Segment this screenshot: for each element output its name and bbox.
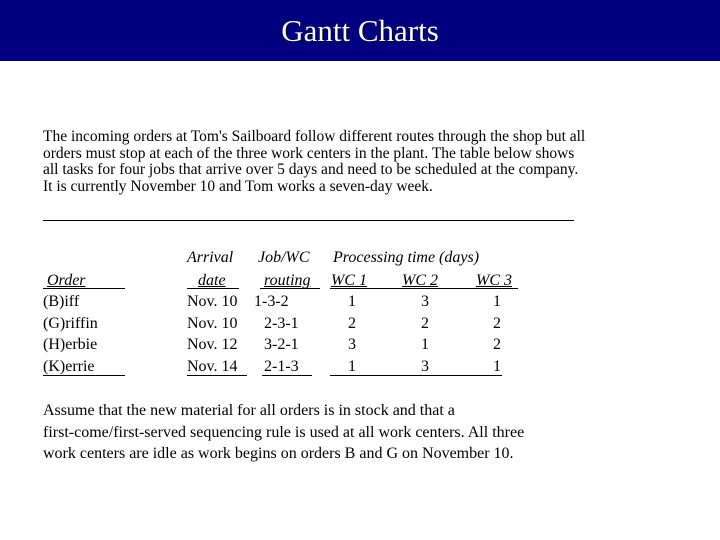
closing-line: Assume that the new material for all orders is in stock and that a [43, 402, 455, 419]
table-bottom-line [187, 375, 247, 376]
header-date: date [198, 272, 226, 289]
separator-rule [43, 220, 574, 221]
row-wc3: 2 [493, 336, 501, 353]
header-underline [330, 288, 518, 289]
row-wc1: 2 [348, 315, 356, 332]
row-wc3: 2 [493, 315, 501, 332]
header-underline [260, 288, 320, 289]
row-wc3: 1 [493, 293, 501, 310]
row-wc2: 1 [421, 336, 429, 353]
row-routing: 2-3-1 [264, 315, 299, 332]
closing-paragraph [43, 400, 663, 465]
row-wc2: 3 [421, 358, 429, 375]
intro-paragraph [43, 129, 683, 195]
closing-line: first-come/first-served sequencing rule is used at all work centers. All three [43, 423, 525, 441]
table-bottom-line [330, 375, 502, 376]
intro-line: all tasks for four jobs that arrive over 5 days and need to be scheduled at the company. [43, 161, 579, 179]
row-order: (G)riffin [43, 315, 98, 332]
header-wc2: WC 2 [402, 272, 438, 289]
row-wc2: 3 [421, 293, 429, 310]
header-routing: routing [264, 272, 311, 289]
row-arrival-date: Nov. 14 [187, 358, 238, 375]
header-wc3: WC 3 [476, 272, 512, 289]
row-arrival-date: Nov. 10 [187, 293, 238, 310]
header-underline [187, 288, 239, 289]
row-routing: 2-1-3 [264, 358, 299, 375]
row-routing: 3-2-1 [264, 336, 299, 353]
row-wc1: 3 [348, 336, 356, 353]
row-order: (K)errie [43, 358, 95, 375]
table-bottom-line [262, 375, 312, 376]
row-routing: 1-3-2 [254, 293, 289, 310]
table-bottom-line [43, 375, 125, 376]
row-order: (B)iff [43, 293, 80, 310]
header-underline [43, 288, 125, 289]
header-order: Order [47, 272, 86, 289]
row-wc1: 1 [348, 358, 356, 375]
row-wc1: 1 [348, 293, 356, 310]
row-arrival-date: Nov. 12 [187, 336, 238, 353]
row-order: (H)erbie [43, 336, 98, 353]
title-bar [0, 0, 720, 61]
header-wc1: WC 1 [331, 272, 367, 289]
header-arrival: Arrival [187, 249, 234, 266]
row-arrival-date: Nov. 10 [187, 315, 238, 332]
row-wc3: 1 [493, 358, 501, 375]
header-jobwc: Job/WC [258, 249, 310, 266]
intro-line: It is currently November 10 and Tom works a seven-day week. [43, 177, 433, 195]
slide-title: Gantt Charts [281, 13, 439, 48]
closing-line: work centers are idle as work begins on orders B and G on November 10. [43, 445, 514, 462]
header-processing-time: Processing time (days) [333, 249, 480, 266]
intro-line: orders must stop at each of the three work centers in the plant. The table below shows [43, 144, 575, 162]
row-wc2: 2 [421, 315, 429, 332]
intro-line: The incoming orders at Tom's Sailboard follow different routes through the shop but all [43, 128, 586, 145]
